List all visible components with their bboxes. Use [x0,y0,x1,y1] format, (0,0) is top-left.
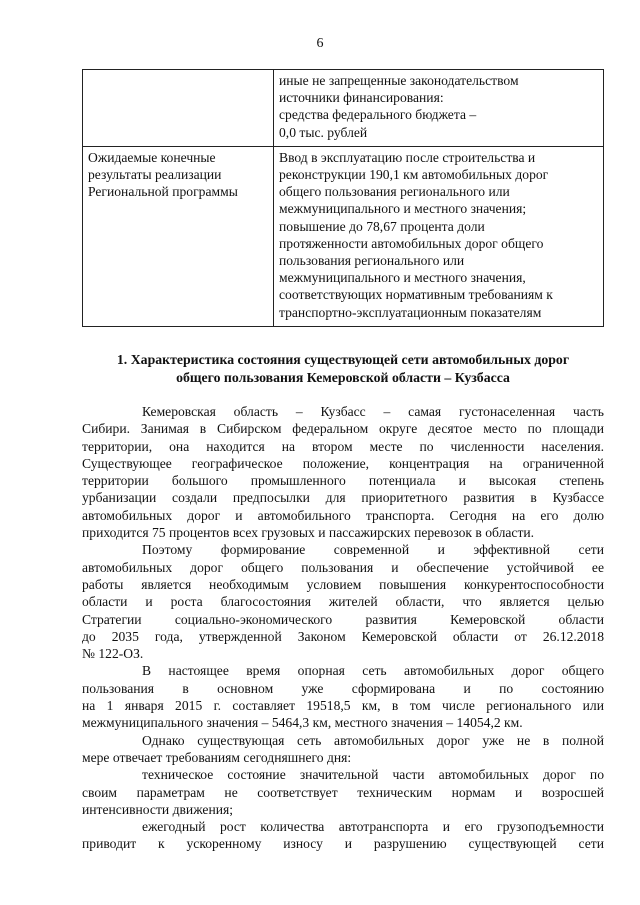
table-row [83,146,604,326]
paragraph-line: Существующее географическое положение, концентрация на ограниченной [82,455,604,471]
table-cell-label [83,70,274,147]
table-text-line: иные не запрещенные законодательством [279,73,519,88]
paragraph [82,403,604,541]
paragraph-line: интенсивности движения; [82,801,234,817]
table-text-line: общего пользования регионального или [279,184,510,200]
paragraph-line: № 122-ОЗ. [82,646,144,662]
paragraph-line: автомобильных дорог и автомобильного транспорта. Сегодня на его долю [82,507,604,523]
paragraph-line: В настоящее время опорная сеть автомобильных дорог общего [142,663,604,679]
paragraph-line: пользования в основном уже сформирована и по состоянию [82,680,604,696]
table-text-line: соответствующих нормативным требованиям к [279,287,553,303]
paragraph-line: Кемеровская область – Кузбасс – самая густонаселенная часть [142,404,604,419]
page-number: 6 [316,36,324,51]
paragraph-line: Стратегии социально-экономического развития Кемеровской области [82,611,604,627]
paragraph-line: приходится 75 процентов всех грузовых и пассажирских перевозок в области. [82,525,535,541]
paragraph [82,662,604,731]
heading-line: 1. Характеристика состояния существующей сети автомобильных дорог [116,352,570,367]
paragraph-line: межмуниципального значения – 5464,3 км, местного значения – 14054,2 км. [82,715,523,731]
heading-line: общего пользования Кемеровской области – Кузбасса [176,369,510,385]
paragraph-line: техническое состояние значительной части автомобильных дорог по [142,767,604,783]
table-text-line: источники финансирования: [279,90,444,106]
table-text-line: повышение до 78,67 процента доли [279,218,485,234]
paragraph-line: мере отвечает требованиям сегодняшнего дня: [82,749,352,765]
paragraph-line: на 1 января 2015 г. составляет 19518,5 км, в том числе регионального или [82,698,604,714]
paragraph [82,818,604,853]
table-text-line: Ввод в эксплуатацию после строительства и [279,149,536,165]
passport-table [82,69,604,327]
table-cell-value [274,70,604,147]
table-text-line: межмуниципального и местного значения, [279,270,526,286]
paragraph-line: Сибири. Занимая в Сибирском федеральном округе десятое место по площади [82,421,604,437]
table-cell-value [274,146,604,326]
table-text-line: реконструкции 190,1 км автомобильных дорог [279,167,549,183]
paragraph-line: Однако существующая сеть автомобильных дорог уже не в полной [142,732,604,748]
paragraph-line: территории большого промышленного потенциала и высокая степень [82,473,604,489]
table-text-line: 0,0 тыс. рублей [279,124,368,140]
paragraph-line: области и роста благосостояния жителей области, что является целью [82,594,604,610]
table-text-line: Ожидаемые конечные [88,149,216,165]
paragraph-line: автомобильных дорог общего пользования и обеспечение устойчивой ее [82,559,604,575]
paragraph [82,732,604,767]
table-text-line: Региональной программы [88,184,238,200]
paragraph-line: своим параметрам не соответствует техническим нормам и возросшей [82,784,604,800]
table-text-line: транспортно-эксплуатационным показателям [279,304,542,320]
paragraph-line: урбанизации создали предпосылки для приоритетного развития в Кузбассе [82,490,604,506]
paragraph-line: территории, она находится на втором месте по численности населения. [82,438,604,454]
paragraph-line: работы является необходимым условием повышения конкурентоспособности [82,576,604,592]
table-cell-label [83,146,274,326]
paragraph [82,541,604,662]
table-row [83,70,604,147]
table-text-line: результаты реализации [88,167,222,183]
table-text-line: пользования регионального или [279,253,465,269]
paragraph-line: до 2035 года, утвержденной Законом Кемеровской области от 26.12.2018 [82,628,604,644]
section-body [82,403,604,853]
section-heading [82,351,604,386]
paragraph [82,766,604,818]
table-text-line: средства федерального бюджета – [279,107,477,123]
paragraph-line: ежегодный рост количества автотранспорта и его грузоподъемности [142,819,604,835]
table-text-line: протяженности автомобильных дорог общего [279,235,544,251]
paragraph-line: Поэтому формирование современной и эффективной сети [142,542,604,558]
paragraph-line: приводит к ускоренному износу и разрушению существующей сети [82,836,604,852]
table-text-line: межмуниципального и местного значения; [279,201,527,217]
